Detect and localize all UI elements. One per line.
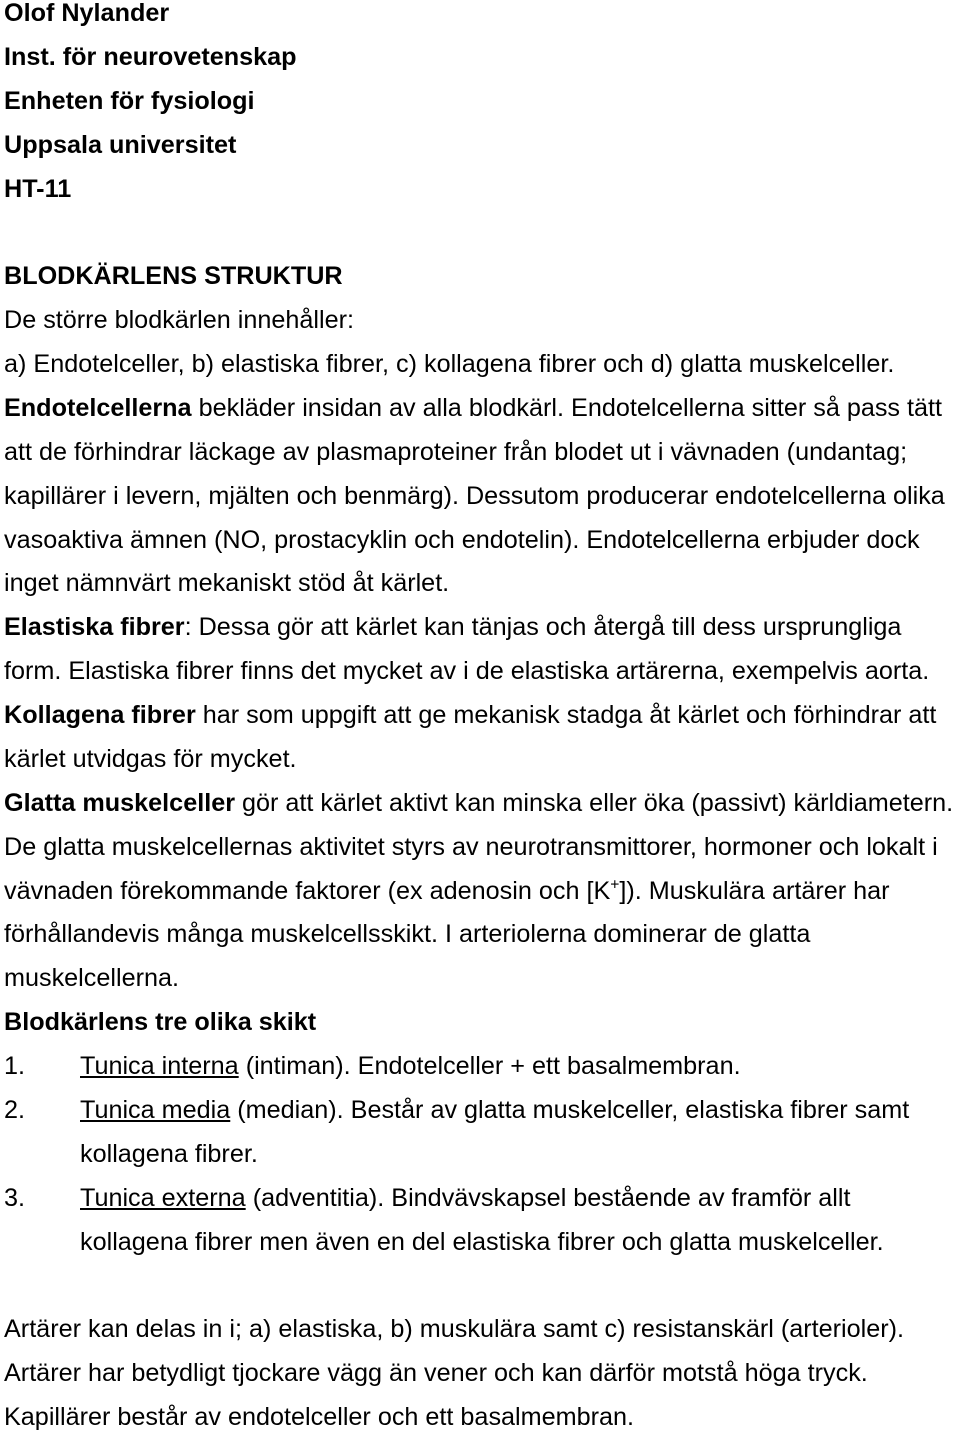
paragraph-text: bekläder insidan av alla blodkärl. Endotelcellerna sitter så pass tätt xyxy=(198,393,943,422)
blank-line xyxy=(4,1272,960,1298)
elastic-fibres-paragraph xyxy=(4,614,960,684)
list-number: 3. xyxy=(4,1183,26,1212)
smooth-muscle-paragraph xyxy=(4,790,960,992)
layer-item-3 xyxy=(4,1185,960,1211)
vessel-components-list: a) Endotelceller, b) elastiska fibrer, c) kollagena fibrer och d) glatta muskelceller. xyxy=(4,350,895,378)
layer-name: Tunica interna xyxy=(80,1052,239,1080)
paragraph-line: att de förhindrar läckage av plasmaproteiner från blodet ut i vävnaden (undantag; xyxy=(4,437,908,466)
arteries-paragraph xyxy=(4,1316,960,1430)
paragraph-line: form. Elastiska fibrer finns det mycket av i de elastiska artärerna, exempelvis aorta. xyxy=(4,657,930,686)
structure-section xyxy=(4,263,960,377)
list-number: 2. xyxy=(4,1095,26,1124)
paragraph-line: kärlet utvidgas för mycket. xyxy=(4,744,297,773)
paragraph-line: inget nämnvärt mekaniskt stöd åt kärlet. xyxy=(4,569,450,598)
paragraph-line: vasoaktiva ämnen (NO, prostacyklin och endotelin). Endotelcellerna erbjuder dock xyxy=(4,525,920,554)
endothelium-term: Endotelcellerna xyxy=(4,393,192,422)
paragraph-line: De glatta muskelcellernas aktivitet styrs av neurotransmittorer, hormoner och lokalt i xyxy=(4,832,938,861)
paragraph-text: gör att kärlet aktivt kan minska eller öka (passivt) kärldiametern. xyxy=(242,788,954,817)
structure-intro: De större blodkärlen innehåller: xyxy=(4,306,355,335)
paragraph-text: har som uppgift att ge mekanisk stadga åt kärlet och förhindrar att xyxy=(202,701,937,729)
university-name: Uppsala universitet xyxy=(4,130,237,159)
collagen-fibres-term: Kollagena fibrer xyxy=(4,701,196,729)
term-label: HT-11 xyxy=(4,174,72,203)
author-name: Olof Nylander xyxy=(4,0,170,27)
section-title: BLODKÄRLENS STRUKTUR xyxy=(4,262,343,291)
layer-description: (intiman). Endotelceller + ett basalmembran. xyxy=(245,1052,741,1080)
layer-item-2 xyxy=(4,1097,960,1123)
paragraph-line xyxy=(4,790,960,816)
elastic-fibres-term: Elastiska fibrer xyxy=(4,613,185,642)
layers-title: Blodkärlens tre olika skikt xyxy=(4,1008,317,1037)
paragraph-line xyxy=(4,614,960,640)
paragraph-line xyxy=(4,702,960,728)
collagen-fibres-paragraph xyxy=(4,702,960,772)
paragraph-text: vävnaden förekommande faktorer (ex adenosin och [K xyxy=(4,876,611,905)
paragraph-line xyxy=(4,395,960,421)
paragraph-text: : Dessa gör att kärlet kan tänjas och återgå till dess ursprungliga xyxy=(184,613,902,642)
ion-charge: + xyxy=(610,876,620,894)
department-name: Inst. för neurovetenskap xyxy=(4,42,297,71)
unit-name: Enheten för fysiologi xyxy=(4,86,255,115)
paragraph-text: ]). Muskulära artärer har xyxy=(619,876,890,905)
paragraph-line xyxy=(4,878,960,904)
paragraph-line: Artärer har betydligt tjockare vägg än vener och kan därför motstå höga tryck. xyxy=(4,1359,868,1388)
layer-description: (median). Består av glatta muskelceller, elastiska fibrer samt xyxy=(237,1095,910,1124)
blank-line xyxy=(4,219,960,245)
document-header xyxy=(4,0,960,202)
smooth-muscle-term: Glatta muskelceller xyxy=(4,788,236,817)
layer-description-continued: kollagena fibrer. xyxy=(80,1139,258,1168)
paragraph-line: Artärer kan delas in i; a) elastiska, b) muskulära samt c) resistanskärl (arterioler). xyxy=(4,1315,905,1344)
layer-name: Tunica externa xyxy=(80,1183,246,1212)
list-number: 1. xyxy=(4,1052,26,1080)
layer-description: (adventitia). Bindvävskapsel bestående av framför allt xyxy=(252,1183,851,1212)
paragraph-line: förhållandevis många muskelcellsskikt. I arteriolerna dominerar de glatta xyxy=(4,920,811,949)
endothelium-paragraph xyxy=(4,395,960,597)
layer-description-continued: kollagena fibrer men även en del elastiska fibrer och glatta muskelceller. xyxy=(80,1227,884,1256)
layer-name: Tunica media xyxy=(80,1095,231,1124)
paragraph-line: muskelcellerna. xyxy=(4,964,179,993)
paragraph-line: Kapillärer består av endotelceller och ett basalmembran. xyxy=(4,1403,635,1431)
vessel-layers-section xyxy=(4,1009,960,1254)
layer-item-1 xyxy=(4,1053,960,1079)
paragraph-line: kapillärer i levern, mjälten och benmärg). Dessutom producerar endotelcellerna olika xyxy=(4,481,945,510)
